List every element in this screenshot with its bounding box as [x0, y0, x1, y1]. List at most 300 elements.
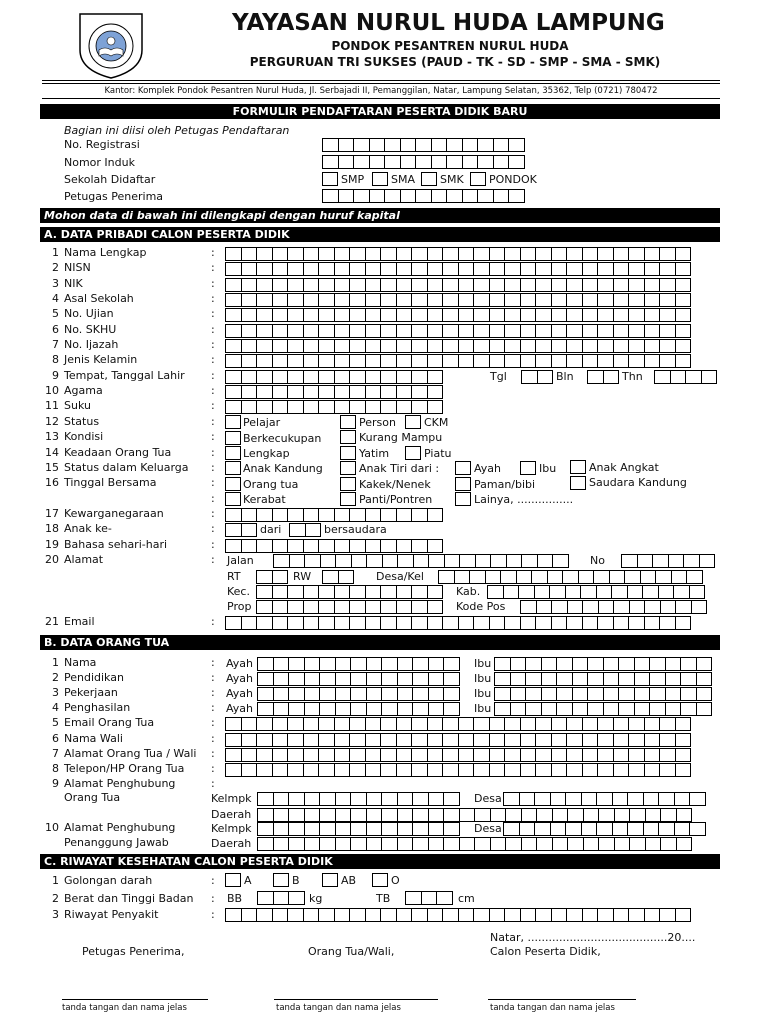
char-box[interactable]: [225, 616, 242, 630]
char-box[interactable]: [473, 748, 490, 762]
char-box[interactable]: [411, 585, 428, 599]
char-box[interactable]: [365, 539, 382, 553]
char-box[interactable]: [427, 370, 444, 384]
char-box[interactable]: [675, 733, 692, 747]
char-box[interactable]: [685, 370, 702, 384]
char-box[interactable]: [597, 354, 614, 368]
char-box[interactable]: [674, 792, 691, 806]
char-box[interactable]: [597, 763, 614, 777]
char-box[interactable]: [225, 262, 242, 276]
char-box[interactable]: [411, 616, 428, 630]
a-suku[interactable]: [225, 400, 442, 414]
char-box[interactable]: [366, 687, 383, 701]
char-box[interactable]: [535, 908, 552, 922]
char-box[interactable]: [659, 308, 676, 322]
a-field-3[interactable]: [225, 278, 690, 292]
char-box[interactable]: [660, 600, 677, 614]
char-box[interactable]: [597, 616, 614, 630]
char-box[interactable]: [381, 792, 398, 806]
char-box[interactable]: [658, 792, 675, 806]
char-box[interactable]: [458, 733, 475, 747]
char-box[interactable]: [446, 155, 463, 169]
char-box[interactable]: [504, 293, 521, 307]
a-thn-boxes[interactable]: [654, 370, 716, 384]
char-box[interactable]: [442, 908, 459, 922]
char-box[interactable]: [566, 324, 583, 338]
char-box[interactable]: [380, 908, 397, 922]
char-box[interactable]: [272, 400, 289, 414]
char-box[interactable]: [334, 293, 351, 307]
char-box[interactable]: [256, 763, 273, 777]
char-box[interactable]: [349, 247, 366, 261]
char-box[interactable]: [581, 792, 598, 806]
char-box[interactable]: [335, 687, 352, 701]
char-box[interactable]: [256, 908, 273, 922]
char-box[interactable]: [701, 370, 718, 384]
char-box[interactable]: [353, 155, 370, 169]
char-box[interactable]: [645, 808, 662, 822]
char-box[interactable]: [273, 808, 290, 822]
char-box[interactable]: [396, 748, 413, 762]
char-box[interactable]: [256, 508, 273, 522]
char-box[interactable]: [535, 324, 552, 338]
char-box[interactable]: [287, 247, 304, 261]
char-box[interactable]: [241, 908, 258, 922]
char-box[interactable]: [629, 600, 646, 614]
char-box[interactable]: [458, 748, 475, 762]
char-box[interactable]: [241, 748, 258, 762]
char-box[interactable]: [241, 324, 258, 338]
char-box[interactable]: [458, 247, 475, 261]
char-box[interactable]: [442, 262, 459, 276]
char-box[interactable]: [689, 822, 706, 836]
char-box[interactable]: [644, 308, 661, 322]
char-box[interactable]: [396, 400, 413, 414]
char-box[interactable]: [322, 570, 339, 584]
char-box[interactable]: [621, 554, 638, 568]
char-box[interactable]: [303, 354, 320, 368]
char-box[interactable]: [675, 616, 692, 630]
char-box[interactable]: [396, 763, 413, 777]
char-box[interactable]: [628, 908, 645, 922]
char-box[interactable]: [412, 808, 429, 822]
char-box[interactable]: [582, 293, 599, 307]
char-box[interactable]: [566, 616, 583, 630]
char-box[interactable]: [628, 717, 645, 731]
char-box[interactable]: [504, 733, 521, 747]
char-box[interactable]: [582, 717, 599, 731]
char-box[interactable]: [396, 908, 413, 922]
char-box[interactable]: [380, 262, 397, 276]
char-box[interactable]: [489, 748, 506, 762]
char-box[interactable]: [272, 247, 289, 261]
b-ayah-boxes[interactable]: [257, 687, 459, 701]
char-box[interactable]: [369, 138, 386, 152]
c-riwayat[interactable]: [225, 908, 690, 922]
char-box[interactable]: [319, 687, 336, 701]
char-box[interactable]: [272, 763, 289, 777]
char-box[interactable]: [256, 616, 273, 630]
char-box[interactable]: [627, 792, 644, 806]
char-box[interactable]: [506, 554, 523, 568]
char-box[interactable]: [535, 717, 552, 731]
char-box[interactable]: [334, 354, 351, 368]
char-box[interactable]: [288, 792, 305, 806]
char-box[interactable]: [304, 822, 321, 836]
char-box[interactable]: [627, 585, 644, 599]
char-box[interactable]: [504, 278, 521, 292]
char-box[interactable]: [644, 339, 661, 353]
char-box[interactable]: [380, 324, 397, 338]
b-daerah-boxes[interactable]: [257, 837, 691, 851]
char-box[interactable]: [303, 585, 320, 599]
char-box[interactable]: [582, 616, 599, 630]
char-box[interactable]: [241, 278, 258, 292]
char-box[interactable]: [351, 554, 368, 568]
char-box[interactable]: [431, 138, 448, 152]
char-box[interactable]: [489, 278, 506, 292]
char-box[interactable]: [665, 687, 682, 701]
char-box[interactable]: [597, 278, 614, 292]
a-kodepos-boxes[interactable]: [520, 600, 706, 614]
cb-ayah[interactable]: [455, 461, 471, 475]
char-box[interactable]: [504, 247, 521, 261]
char-box[interactable]: [618, 672, 635, 686]
c-tb-boxes[interactable]: [405, 891, 452, 905]
char-box[interactable]: [490, 808, 507, 822]
char-box[interactable]: [581, 822, 598, 836]
char-box[interactable]: [660, 808, 677, 822]
char-box[interactable]: [349, 354, 366, 368]
char-box[interactable]: [256, 262, 273, 276]
char-box[interactable]: [473, 339, 490, 353]
char-box[interactable]: [272, 385, 289, 399]
char-box[interactable]: [334, 763, 351, 777]
char-box[interactable]: [644, 763, 661, 777]
char-box[interactable]: [411, 324, 428, 338]
char-box[interactable]: [380, 763, 397, 777]
char-box[interactable]: [256, 308, 273, 322]
char-box[interactable]: [503, 822, 520, 836]
char-box[interactable]: [349, 748, 366, 762]
a-jalan-boxes[interactable]: [273, 554, 568, 568]
char-box[interactable]: [303, 324, 320, 338]
char-box[interactable]: [318, 733, 335, 747]
char-box[interactable]: [380, 339, 397, 353]
char-box[interactable]: [427, 278, 444, 292]
char-box[interactable]: [442, 733, 459, 747]
char-box[interactable]: [304, 672, 321, 686]
b-ayah-boxes[interactable]: [257, 672, 459, 686]
char-box[interactable]: [489, 616, 506, 630]
char-box[interactable]: [567, 837, 584, 851]
char-box[interactable]: [287, 400, 304, 414]
char-box[interactable]: [475, 554, 492, 568]
char-box[interactable]: [350, 672, 367, 686]
char-box[interactable]: [659, 763, 676, 777]
char-box[interactable]: [287, 908, 304, 922]
char-box[interactable]: [535, 733, 552, 747]
char-box[interactable]: [365, 763, 382, 777]
char-box[interactable]: [473, 278, 490, 292]
char-box[interactable]: [289, 554, 306, 568]
char-box[interactable]: [490, 837, 507, 851]
char-box[interactable]: [256, 247, 273, 261]
char-box[interactable]: [473, 262, 490, 276]
char-box[interactable]: [405, 891, 422, 905]
char-box[interactable]: [649, 687, 666, 701]
char-box[interactable]: [225, 400, 242, 414]
char-box[interactable]: [567, 600, 584, 614]
char-box[interactable]: [318, 370, 335, 384]
char-box[interactable]: [628, 293, 645, 307]
char-box[interactable]: [427, 293, 444, 307]
char-box[interactable]: [490, 554, 507, 568]
char-box[interactable]: [303, 908, 320, 922]
char-box[interactable]: [272, 278, 289, 292]
char-box[interactable]: [256, 539, 273, 553]
char-box[interactable]: [397, 672, 414, 686]
char-box[interactable]: [397, 687, 414, 701]
char-box[interactable]: [658, 585, 675, 599]
char-box[interactable]: [400, 189, 417, 203]
char-box[interactable]: [644, 278, 661, 292]
char-box[interactable]: [241, 717, 258, 731]
char-box[interactable]: [510, 657, 527, 671]
char-box[interactable]: [442, 616, 459, 630]
char-box[interactable]: [675, 908, 692, 922]
char-box[interactable]: [241, 763, 258, 777]
char-box[interactable]: [587, 702, 604, 716]
char-box[interactable]: [668, 554, 685, 568]
char-box[interactable]: [322, 189, 339, 203]
b-desa-boxes[interactable]: [503, 792, 705, 806]
char-box[interactable]: [598, 808, 615, 822]
char-box[interactable]: [319, 672, 336, 686]
char-box[interactable]: [489, 354, 506, 368]
char-box[interactable]: [318, 247, 335, 261]
char-box[interactable]: [365, 400, 382, 414]
char-box[interactable]: [582, 600, 599, 614]
char-box[interactable]: [629, 837, 646, 851]
char-box[interactable]: [396, 278, 413, 292]
char-box[interactable]: [618, 657, 635, 671]
char-box[interactable]: [303, 748, 320, 762]
char-box[interactable]: [380, 539, 397, 553]
char-box[interactable]: [547, 570, 564, 584]
char-box[interactable]: [565, 792, 582, 806]
char-box[interactable]: [411, 908, 428, 922]
char-box[interactable]: [550, 822, 567, 836]
char-box[interactable]: [241, 616, 258, 630]
a-field-4[interactable]: [225, 293, 690, 307]
char-box[interactable]: [303, 616, 320, 630]
char-box[interactable]: [273, 891, 290, 905]
char-box[interactable]: [587, 687, 604, 701]
char-box[interactable]: [287, 763, 304, 777]
char-box[interactable]: [428, 554, 445, 568]
char-box[interactable]: [400, 155, 417, 169]
cb-pelajar[interactable]: [225, 415, 241, 429]
char-box[interactable]: [504, 908, 521, 922]
a-field-1[interactable]: [225, 247, 690, 261]
char-box[interactable]: [551, 763, 568, 777]
char-box[interactable]: [541, 672, 558, 686]
b-ibu-boxes[interactable]: [494, 657, 711, 671]
char-box[interactable]: [613, 354, 630, 368]
char-box[interactable]: [458, 908, 475, 922]
char-box[interactable]: [473, 717, 490, 731]
char-box[interactable]: [287, 293, 304, 307]
char-box[interactable]: [350, 657, 367, 671]
char-box[interactable]: [256, 278, 273, 292]
char-box[interactable]: [380, 247, 397, 261]
char-box[interactable]: [485, 570, 502, 584]
char-box[interactable]: [628, 308, 645, 322]
char-box[interactable]: [318, 539, 335, 553]
char-box[interactable]: [334, 508, 351, 522]
char-box[interactable]: [335, 792, 352, 806]
char-box[interactable]: [334, 385, 351, 399]
char-box[interactable]: [567, 808, 584, 822]
char-box[interactable]: [634, 687, 651, 701]
char-box[interactable]: [350, 808, 367, 822]
char-box[interactable]: [473, 763, 490, 777]
char-box[interactable]: [494, 702, 511, 716]
char-box[interactable]: [366, 837, 383, 851]
char-box[interactable]: [273, 792, 290, 806]
char-box[interactable]: [508, 189, 525, 203]
char-box[interactable]: [525, 687, 542, 701]
char-box[interactable]: [458, 763, 475, 777]
char-box[interactable]: [477, 155, 494, 169]
char-box[interactable]: [597, 733, 614, 747]
char-box[interactable]: [613, 262, 630, 276]
char-box[interactable]: [257, 891, 274, 905]
char-box[interactable]: [628, 616, 645, 630]
char-box[interactable]: [489, 763, 506, 777]
char-box[interactable]: [587, 370, 604, 384]
char-box[interactable]: [642, 585, 659, 599]
char-box[interactable]: [572, 672, 589, 686]
char-box[interactable]: [566, 262, 583, 276]
char-box[interactable]: [551, 908, 568, 922]
b-field-8[interactable]: [225, 763, 690, 777]
char-box[interactable]: [380, 354, 397, 368]
a-field-7[interactable]: [225, 339, 690, 353]
char-box[interactable]: [365, 385, 382, 399]
char-box[interactable]: [272, 717, 289, 731]
char-box[interactable]: [644, 247, 661, 261]
char-box[interactable]: [303, 370, 320, 384]
char-box[interactable]: [510, 687, 527, 701]
char-box[interactable]: [644, 748, 661, 762]
char-box[interactable]: [428, 808, 445, 822]
char-box[interactable]: [305, 523, 322, 537]
char-box[interactable]: [411, 354, 428, 368]
char-box[interactable]: [350, 822, 367, 836]
char-box[interactable]: [680, 657, 697, 671]
char-box[interactable]: [288, 687, 305, 701]
char-box[interactable]: [473, 247, 490, 261]
char-box[interactable]: [287, 508, 304, 522]
cb-blood[interactable]: [225, 873, 241, 887]
char-box[interactable]: [473, 616, 490, 630]
char-box[interactable]: [369, 189, 386, 203]
char-box[interactable]: [582, 278, 599, 292]
char-box[interactable]: [397, 554, 414, 568]
char-box[interactable]: [613, 717, 630, 731]
char-box[interactable]: [525, 672, 542, 686]
char-box[interactable]: [535, 293, 552, 307]
b-ibu-boxes[interactable]: [494, 672, 711, 686]
char-box[interactable]: [334, 585, 351, 599]
char-box[interactable]: [272, 733, 289, 747]
registrasi-boxes[interactable]: [322, 138, 524, 152]
char-box[interactable]: [505, 837, 522, 851]
char-box[interactable]: [675, 293, 692, 307]
char-box[interactable]: [322, 155, 339, 169]
char-box[interactable]: [442, 763, 459, 777]
char-box[interactable]: [287, 262, 304, 276]
char-box[interactable]: [494, 657, 511, 671]
char-box[interactable]: [225, 539, 242, 553]
char-box[interactable]: [442, 354, 459, 368]
char-box[interactable]: [655, 570, 672, 584]
char-box[interactable]: [578, 570, 595, 584]
char-box[interactable]: [241, 508, 258, 522]
char-box[interactable]: [349, 293, 366, 307]
char-box[interactable]: [365, 508, 382, 522]
char-box[interactable]: [649, 672, 666, 686]
char-box[interactable]: [428, 837, 445, 851]
char-box[interactable]: [603, 370, 620, 384]
char-box[interactable]: [458, 616, 475, 630]
char-box[interactable]: [303, 600, 320, 614]
char-box[interactable]: [382, 554, 399, 568]
char-box[interactable]: [556, 672, 573, 686]
char-box[interactable]: [489, 247, 506, 261]
cb-person[interactable]: [340, 415, 356, 429]
char-box[interactable]: [318, 508, 335, 522]
char-box[interactable]: [241, 293, 258, 307]
char-box[interactable]: [665, 672, 682, 686]
char-box[interactable]: [520, 262, 537, 276]
char-box[interactable]: [552, 808, 569, 822]
char-box[interactable]: [303, 717, 320, 731]
char-box[interactable]: [319, 837, 336, 851]
char-box[interactable]: [473, 733, 490, 747]
char-box[interactable]: [273, 672, 290, 686]
char-box[interactable]: [659, 733, 676, 747]
char-box[interactable]: [565, 822, 582, 836]
char-box[interactable]: [489, 308, 506, 322]
a-anak-ke[interactable]: [225, 523, 256, 537]
char-box[interactable]: [319, 702, 336, 716]
char-box[interactable]: [624, 570, 641, 584]
char-box[interactable]: [396, 733, 413, 747]
char-box[interactable]: [349, 308, 366, 322]
char-box[interactable]: [541, 657, 558, 671]
char-box[interactable]: [566, 733, 583, 747]
char-box[interactable]: [593, 570, 610, 584]
char-box[interactable]: [273, 657, 290, 671]
char-box[interactable]: [534, 792, 551, 806]
char-box[interactable]: [551, 600, 568, 614]
char-box[interactable]: [334, 370, 351, 384]
char-box[interactable]: [596, 792, 613, 806]
char-box[interactable]: [272, 262, 289, 276]
